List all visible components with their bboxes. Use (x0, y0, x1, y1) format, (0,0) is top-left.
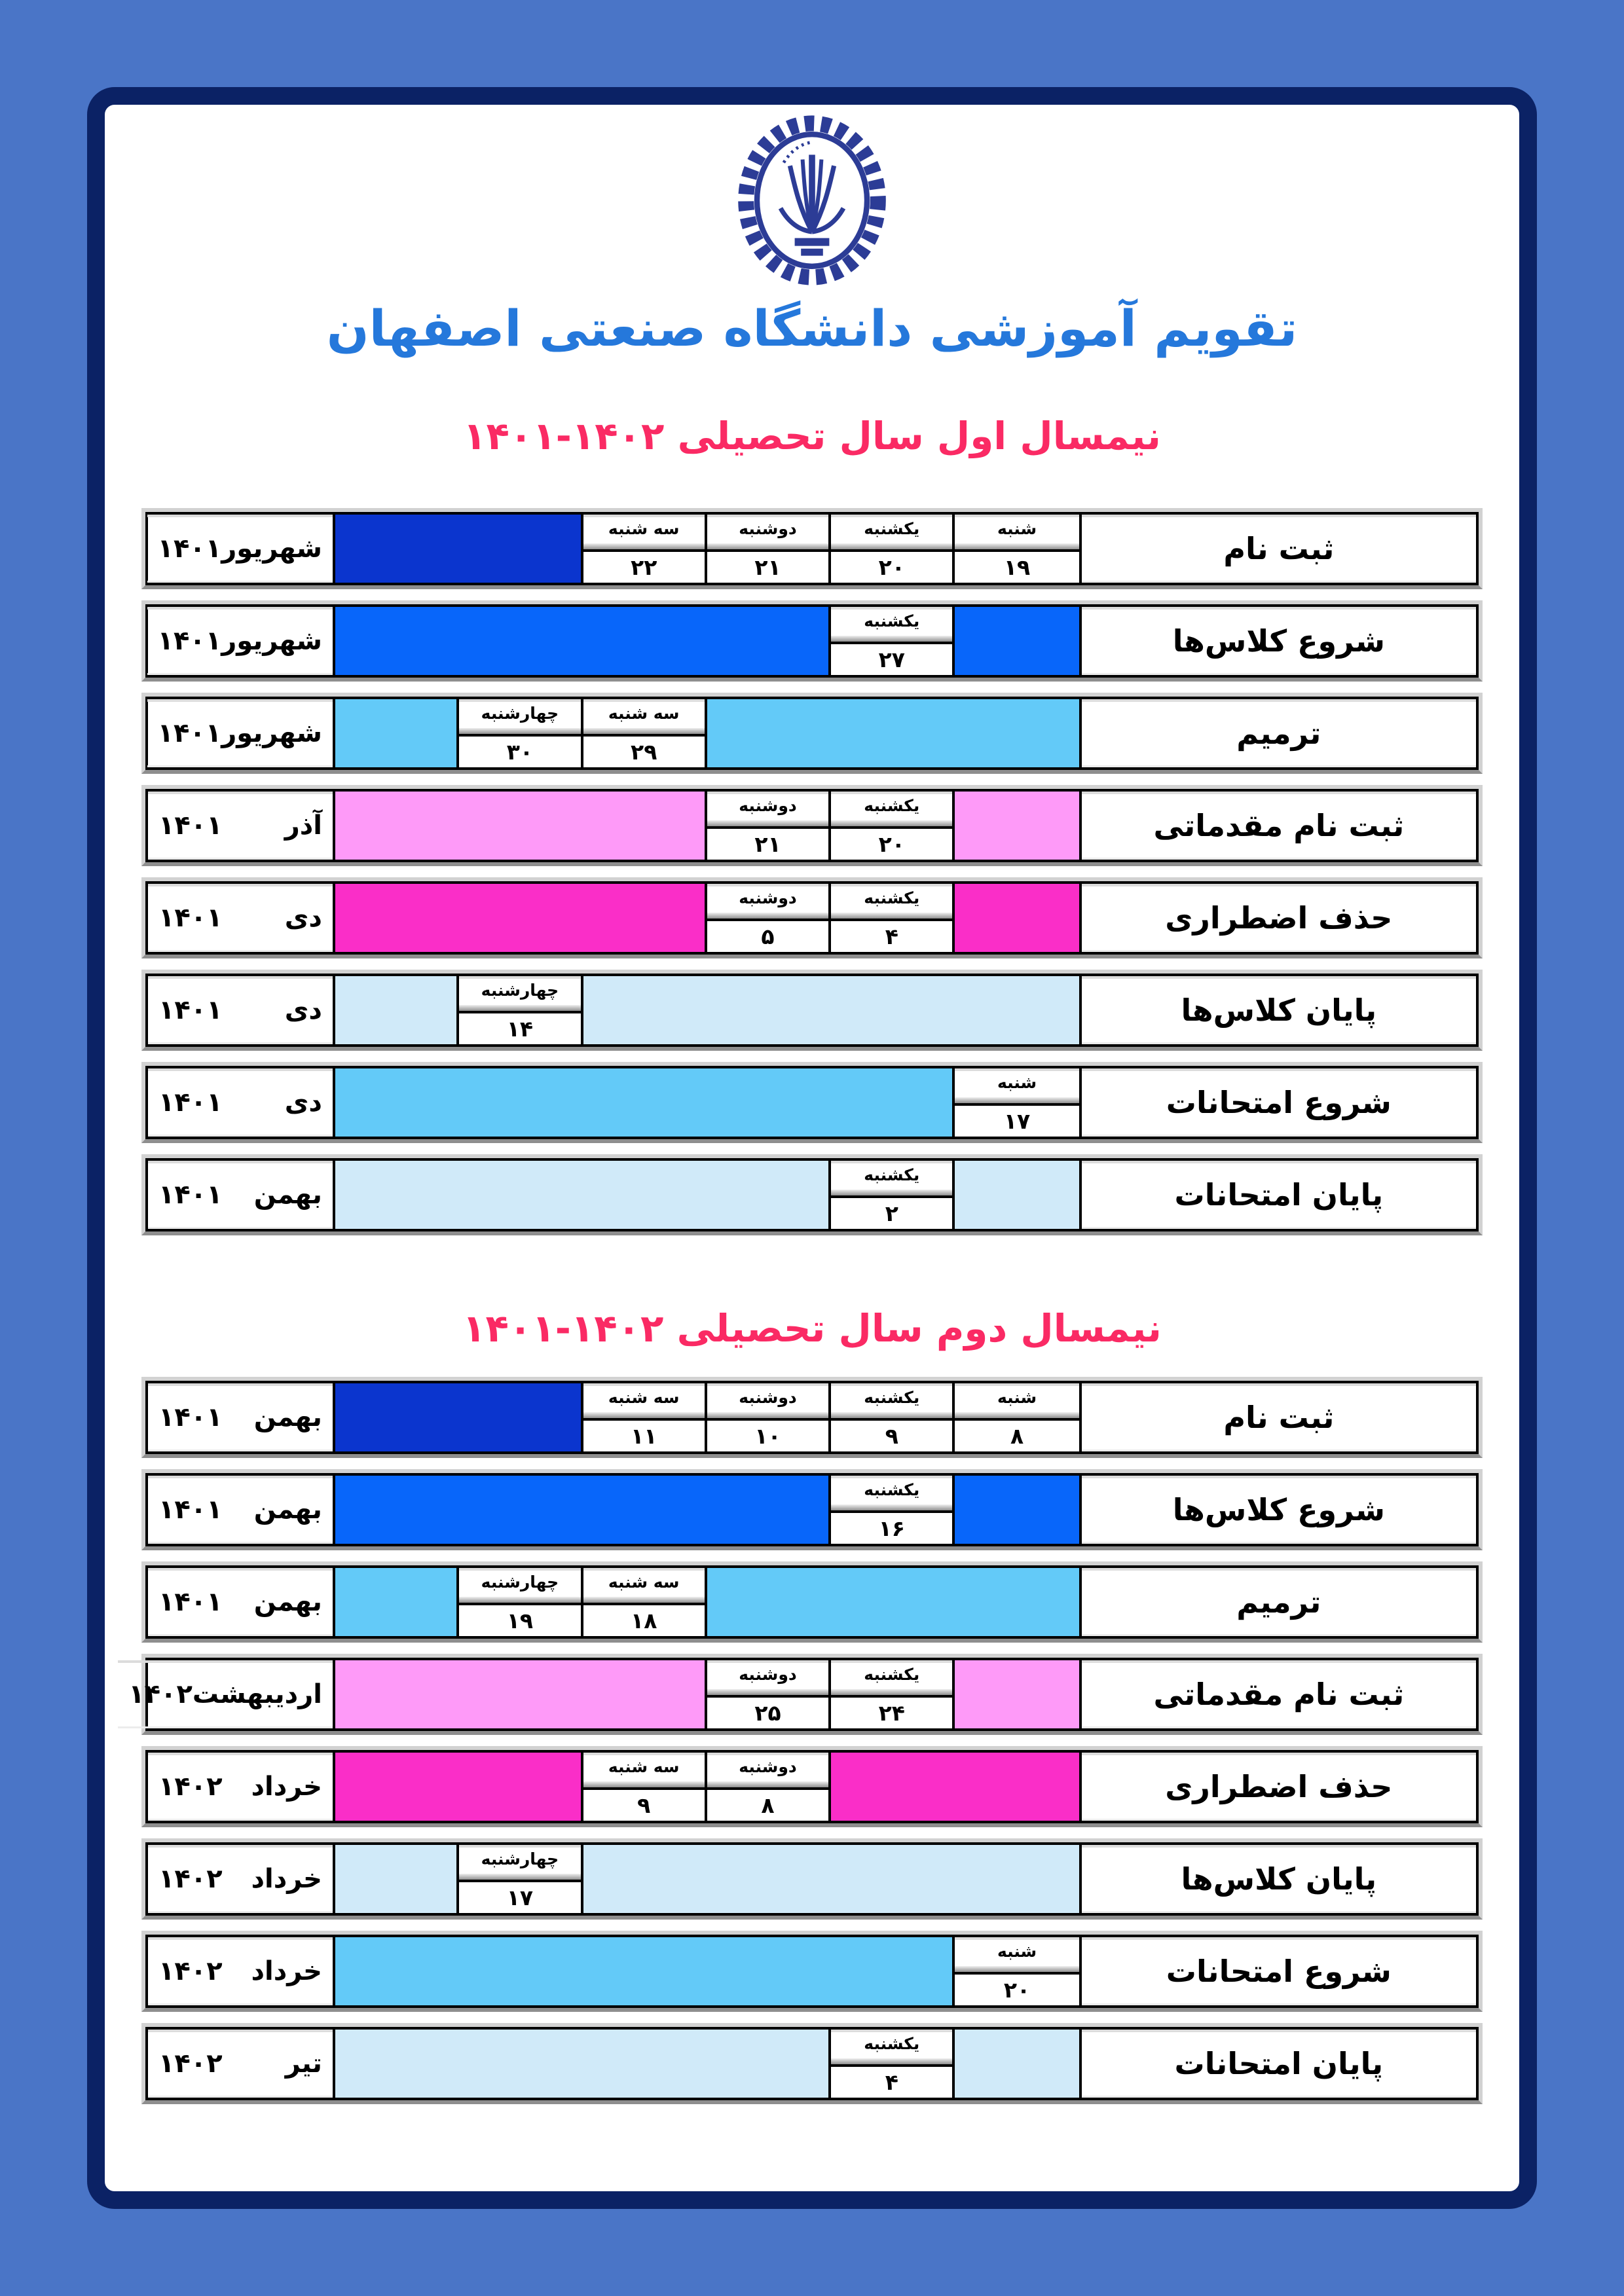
day-name: چهارشنبه (459, 976, 580, 1005)
year-label: ۱۴۰۲ (158, 1956, 223, 1986)
week-slots (335, 515, 1082, 583)
day-divider (707, 543, 828, 552)
calendar-row (145, 1066, 1479, 1139)
week-slots (335, 1660, 1082, 1728)
event-label: ترمیم (1082, 1568, 1476, 1636)
month-name: خرداد (251, 1772, 322, 1802)
period-bar (955, 607, 1079, 675)
day-cell (707, 1383, 831, 1451)
day-name: یکشنبه (831, 515, 952, 543)
calendar-row (145, 697, 1479, 770)
day-cell (955, 1937, 1079, 2005)
calendar-row (145, 1158, 1479, 1231)
day-name: یکشنبه (831, 2030, 952, 2058)
event-label: پایان کلاس‌ها (1082, 976, 1476, 1044)
day-cell (831, 2030, 955, 2098)
calendar-row (145, 1842, 1479, 1916)
period-bar (707, 1568, 1079, 1636)
week-slots (335, 699, 1082, 767)
period-bar (335, 1161, 831, 1229)
day-cell (831, 1383, 955, 1451)
period-bar (831, 1753, 1079, 1821)
day-name: شنبه (955, 1068, 1079, 1097)
year-label: ۱۴۰۱ (157, 534, 222, 564)
week-slots (335, 792, 1082, 860)
section-rows (141, 508, 1483, 1235)
day-divider (583, 1781, 705, 1790)
day-name: سه شنبه (583, 699, 705, 728)
week-slots (335, 976, 1082, 1044)
period-bar (955, 792, 1079, 860)
day-divider (583, 543, 705, 552)
event-label: ثبت نام (1082, 515, 1476, 583)
period-bar (707, 699, 1079, 767)
month-cell (148, 792, 335, 860)
day-name: چهارشنبه (459, 1845, 580, 1874)
day-cell (707, 792, 831, 860)
week-slots (335, 1068, 1082, 1137)
period-bar (335, 1937, 955, 2005)
day-divider (831, 1504, 952, 1513)
week-slots (335, 1568, 1082, 1636)
calendar-row (145, 881, 1479, 955)
year-label: ۱۴۰۲ (158, 1864, 223, 1894)
month-name: دی (284, 1087, 322, 1118)
day-cell (831, 607, 955, 675)
day-name: یکشنبه (831, 1660, 952, 1689)
calendar-row (145, 974, 1479, 1047)
year-label: ۱۴۰۱ (158, 1180, 223, 1210)
year-label: ۱۴۰۱ (158, 1495, 223, 1525)
section-title: نیمسال دوم سال تحصیلی ۱۴۰۲-۱۴۰۱ (462, 1306, 1162, 1351)
month-cell (147, 607, 335, 675)
day-number: ۲۰ (878, 831, 905, 857)
day-divider (831, 1412, 952, 1421)
month-cell (148, 1753, 335, 1821)
month-name: آذر (284, 811, 322, 841)
period-bar (955, 1476, 1079, 1544)
year-label: ۱۴۰۱ (158, 995, 223, 1025)
day-number: ۱۶ (878, 1515, 905, 1541)
day-divider (707, 913, 828, 921)
day-divider (955, 1097, 1079, 1106)
month-cell (148, 1568, 335, 1636)
day-cell (583, 1753, 707, 1821)
period-bar (955, 1161, 1079, 1229)
calendar-row-band (141, 2023, 1483, 2104)
week-slots (335, 1476, 1082, 1544)
period-bar (335, 976, 459, 1044)
day-cell (707, 1660, 831, 1728)
day-cell (955, 1068, 1079, 1137)
calendar-row-band (141, 1838, 1483, 1920)
month-cell (148, 1161, 335, 1229)
day-name: شنبه (955, 515, 1079, 543)
calendar-row-band (141, 1154, 1483, 1235)
day-name: دوشنبه (707, 1383, 828, 1412)
event-label: شروع کلاس‌ها (1082, 1476, 1476, 1544)
day-cell (831, 515, 955, 583)
calendar-row (128, 1658, 1479, 1731)
calendar-row-band (141, 877, 1483, 958)
month-name: اردیبهشت (192, 1679, 322, 1709)
day-number: ۲۱ (754, 831, 781, 857)
calendar-row-band (141, 1062, 1483, 1143)
month-cell (148, 2030, 335, 2098)
year-label: ۱۴۰۱ (158, 1587, 223, 1617)
day-number: ۱۷ (506, 1884, 534, 1910)
day-cell (831, 1660, 955, 1728)
day-name: سه شنبه (583, 1568, 705, 1597)
month-name: خرداد (251, 1864, 322, 1894)
event-label: ثبت نام (1082, 1383, 1476, 1451)
calendar-row-band (141, 600, 1483, 682)
day-number: ۲۹ (631, 738, 657, 765)
day-number: ۱۴ (506, 1015, 534, 1042)
day-name: دوشنبه (707, 1660, 828, 1689)
month-cell (148, 1845, 335, 1913)
day-name: سه شنبه (583, 515, 705, 543)
day-number: ۴ (885, 2069, 898, 2095)
event-label: پایان امتحانات (1082, 1161, 1476, 1229)
month-name: خرداد (251, 1956, 322, 1986)
day-cell (583, 1568, 707, 1636)
day-divider (459, 728, 580, 737)
month-cell (148, 1383, 335, 1451)
calendar-row (145, 1935, 1479, 2008)
day-cell (459, 1845, 583, 1913)
calendar-row-band (141, 1561, 1483, 1643)
calendar-row-band (141, 1746, 1483, 1827)
event-label: ثبت نام مقدماتی (1082, 1660, 1476, 1728)
month-cell (147, 699, 335, 767)
period-bar (335, 699, 459, 767)
week-slots (335, 884, 1082, 952)
day-divider (831, 543, 952, 552)
year-label: ۱۴۰۱ (157, 718, 222, 748)
day-name: سه شنبه (583, 1383, 705, 1412)
day-divider (831, 2058, 952, 2067)
day-name: سه شنبه (583, 1753, 705, 1781)
month-name: دی (284, 995, 322, 1025)
calendar-row (145, 1565, 1479, 1639)
week-slots (335, 607, 1082, 675)
period-bar (335, 2030, 831, 2098)
day-name: شنبه (955, 1937, 1079, 1966)
day-number: ۳۰ (506, 738, 534, 765)
calendar-row-band (141, 970, 1483, 1051)
month-cell (148, 1937, 335, 2005)
day-divider (707, 1781, 828, 1790)
day-cell (459, 699, 583, 767)
period-bar (335, 1068, 955, 1137)
day-divider (955, 543, 1079, 552)
day-number: ۸ (761, 1792, 775, 1818)
year-label: ۱۴۰۱ (158, 811, 223, 841)
month-cell (148, 884, 335, 952)
week-slots (335, 1161, 1082, 1229)
day-divider (831, 820, 952, 829)
sections (105, 407, 1519, 2104)
page-title: تقویم آموزشی دانشگاه صنعتی اصفهان (326, 299, 1298, 357)
day-divider (583, 1597, 705, 1605)
day-number: ۲۱ (754, 554, 781, 580)
day-cell (955, 515, 1079, 583)
year-label: ۱۴۰۲ (158, 2049, 223, 2079)
day-divider (583, 1412, 705, 1421)
day-name: شنبه (955, 1383, 1079, 1412)
day-divider (955, 1412, 1079, 1421)
day-name: دوشنبه (707, 792, 828, 820)
day-divider (459, 1874, 580, 1882)
day-cell (707, 1753, 831, 1821)
period-bar (335, 1568, 459, 1636)
month-name: دی (284, 903, 322, 933)
day-name: چهارشنبه (459, 699, 580, 728)
month-cell (148, 1476, 335, 1544)
day-divider (583, 728, 705, 737)
day-cell (831, 884, 955, 952)
day-divider (707, 820, 828, 829)
period-bar (335, 1660, 707, 1728)
day-divider (459, 1005, 580, 1013)
month-cell (118, 1660, 335, 1728)
day-cell (955, 1383, 1079, 1451)
section-rows (128, 1377, 1483, 2104)
day-name: یکشنبه (831, 1476, 952, 1504)
day-name: یکشنبه (831, 1161, 952, 1190)
event-label: پایان کلاس‌ها (1082, 1845, 1476, 1913)
university-logo-icon (733, 114, 891, 287)
month-cell (148, 976, 335, 1044)
period-bar (335, 1845, 459, 1913)
day-number: ۱۸ (631, 1607, 657, 1633)
event-label: پایان امتحانات (1082, 2030, 1476, 2098)
month-name: شهریور (221, 534, 322, 564)
day-cell (583, 1383, 707, 1451)
year-label: ۱۴۰۱ (158, 1402, 223, 1432)
day-divider (831, 913, 952, 921)
event-label: شروع امتحانات (1082, 1068, 1476, 1137)
day-cell (831, 1476, 955, 1544)
period-bar (955, 2030, 1079, 2098)
period-bar (335, 515, 583, 583)
day-cell (583, 699, 707, 767)
year-label: ۱۴۰۱ (158, 1087, 223, 1118)
period-bar (335, 607, 831, 675)
day-cell (707, 515, 831, 583)
calendar-row-band (141, 693, 1483, 774)
day-name: دوشنبه (707, 1753, 828, 1781)
month-name: شهریور (221, 718, 322, 748)
day-number: ۱۹ (506, 1607, 534, 1633)
period-bar (335, 884, 707, 952)
day-cell (831, 792, 955, 860)
calendar-row-band (141, 1469, 1483, 1550)
month-cell (147, 515, 335, 583)
calendar-row-band (128, 1654, 1483, 1735)
day-cell (459, 976, 583, 1044)
day-number: ۸ (1010, 1423, 1024, 1449)
day-number: ۲۷ (878, 646, 905, 672)
week-slots (335, 2030, 1082, 2098)
day-number: ۹ (637, 1792, 651, 1818)
period-bar (335, 1476, 831, 1544)
day-name: یکشنبه (831, 607, 952, 636)
calendar-row (145, 604, 1479, 678)
day-name: یکشنبه (831, 884, 952, 913)
calendar-row-band (141, 508, 1483, 589)
day-number: ۲۰ (878, 554, 905, 580)
day-number: ۲ (885, 1200, 898, 1226)
period-bar (583, 1845, 1079, 1913)
semester-section (105, 1300, 1519, 2104)
university-logo (733, 114, 891, 287)
period-bar (955, 884, 1079, 952)
day-number: ۲۵ (754, 1700, 781, 1726)
month-name: بهمن (253, 1402, 322, 1432)
week-slots (335, 1753, 1082, 1821)
day-divider (831, 1689, 952, 1698)
day-number: ۱۷ (1003, 1108, 1031, 1134)
page-frame (87, 87, 1537, 2209)
calendar-row (145, 512, 1479, 585)
event-label: ثبت نام مقدماتی (1082, 792, 1476, 860)
day-cell (583, 515, 707, 583)
period-bar (583, 976, 1079, 1044)
year-label: ۱۴۰۲ (128, 1679, 193, 1709)
day-cell (707, 884, 831, 952)
day-name: یکشنبه (831, 792, 952, 820)
day-number: ۲۴ (878, 1700, 905, 1726)
week-slots (335, 1937, 1082, 2005)
month-name: بهمن (253, 1495, 322, 1525)
day-number: ۵ (761, 923, 775, 949)
period-bar (335, 792, 707, 860)
day-divider (707, 1412, 828, 1421)
day-divider (831, 1190, 952, 1198)
month-cell (148, 1068, 335, 1137)
calendar-row-band (141, 1377, 1483, 1458)
day-divider (955, 1966, 1079, 1975)
day-divider (707, 1689, 828, 1698)
calendar-row (145, 1381, 1479, 1454)
day-cell (459, 1568, 583, 1636)
day-number: ۱۰ (754, 1423, 781, 1449)
section-title: نیمسال اول سال تحصیلی ۱۴۰۲-۱۴۰۱ (463, 414, 1161, 458)
month-name: تیر (285, 2049, 322, 2079)
month-name: بهمن (253, 1180, 322, 1210)
day-number: ۴ (885, 923, 898, 949)
month-name: شهریور (221, 626, 322, 656)
day-number: ۹ (885, 1423, 898, 1449)
day-divider (459, 1597, 580, 1605)
period-bar (335, 1383, 583, 1451)
day-name: دوشنبه (707, 515, 828, 543)
semester-section (105, 407, 1519, 1235)
year-label: ۱۴۰۱ (157, 626, 222, 656)
month-name: بهمن (253, 1587, 322, 1617)
calendar-row (145, 1750, 1479, 1823)
event-label: شروع امتحانات (1082, 1937, 1476, 2005)
day-name: چهارشنبه (459, 1568, 580, 1597)
year-label: ۱۴۰۲ (158, 1772, 223, 1802)
page-content (105, 114, 1519, 2200)
day-cell (831, 1161, 955, 1229)
day-divider (831, 636, 952, 644)
day-name: دوشنبه (707, 884, 828, 913)
week-slots (335, 1845, 1082, 1913)
year-label: ۱۴۰۱ (158, 903, 223, 933)
calendar-row (145, 2027, 1479, 2100)
event-label: حذف اضطراری (1082, 884, 1476, 952)
week-slots (335, 1383, 1082, 1451)
period-bar (955, 1660, 1079, 1728)
calendar-row (145, 789, 1479, 862)
calendar-row-band (141, 1931, 1483, 2012)
day-number: ۱۱ (631, 1423, 657, 1449)
calendar-row-band (141, 785, 1483, 866)
period-bar (335, 1753, 583, 1821)
day-number: ۲۰ (1003, 1977, 1031, 2003)
event-label: ترمیم (1082, 699, 1476, 767)
calendar-row (145, 1473, 1479, 1546)
event-label: حذف اضطراری (1082, 1753, 1476, 1821)
day-number: ۱۹ (1003, 554, 1031, 580)
event-label: شروع کلاس‌ها (1082, 607, 1476, 675)
day-number: ۲۲ (631, 554, 657, 580)
day-name: یکشنبه (831, 1383, 952, 1412)
